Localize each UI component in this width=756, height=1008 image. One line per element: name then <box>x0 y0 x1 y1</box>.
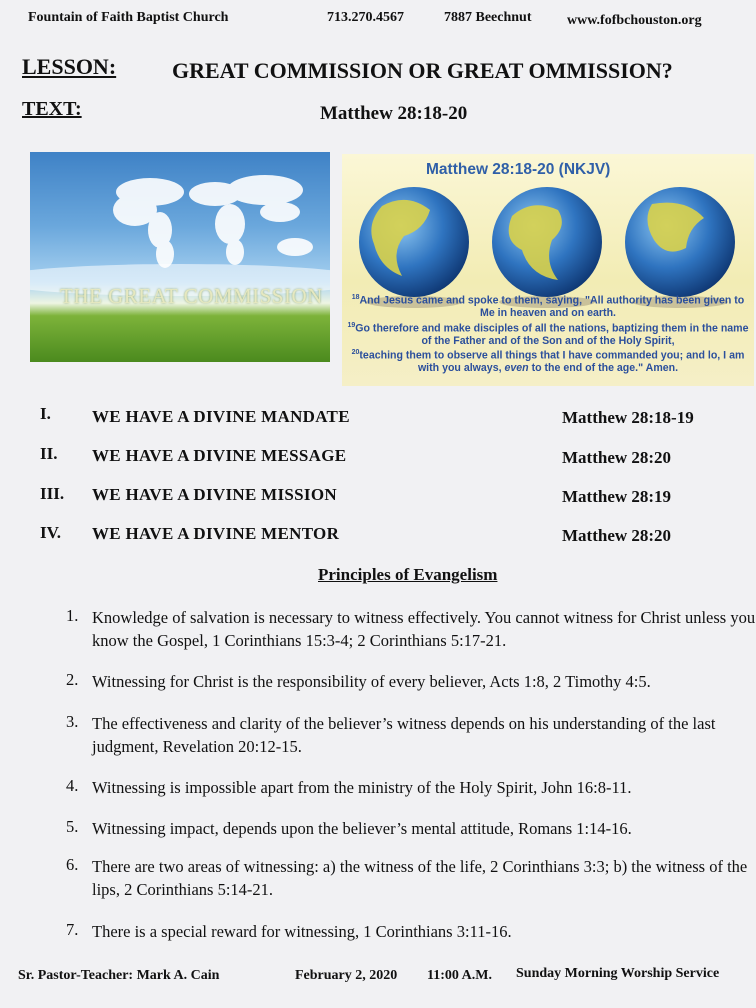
church-address: 7887 Beechnut <box>444 10 532 25</box>
principle-text: Knowledge of salvation is necessary to witness effectively. You cannot witness for Christ unless you know the Gospel, 1 Corinthians 15:3-4; 2 Corinthians 5:17-21. <box>92 608 756 650</box>
verse-20: $^{20}$teaching them to observe all things that I have commanded you; and lo, I am with you always, even to the end of the age." Amen. <box>351 349 745 375</box>
service-name: Sunday Morning Worship Service <box>516 966 720 981</box>
outline-point: WE HAVE A DIVINE MESSAGE <box>92 446 347 465</box>
principle-number: 5. <box>66 817 79 836</box>
principle-text: Witnessing for Christ is the responsibility of every believer, Acts 1:8, 2 Timothy 4:5. <box>92 672 651 691</box>
outline-reference: Matthew 28:19 <box>562 487 672 506</box>
principle-number: 6. <box>66 855 79 874</box>
principle-text: There are two areas of witnessing: a) the witness of the life, 2 Corinthians 3:3; b) the witness of the lips, 2 Corinthians 5:14-21. <box>92 857 748 899</box>
outline-reference: Matthew 28:20 <box>562 448 672 467</box>
verse-number: 20 <box>351 349 360 357</box>
text-reference: Matthew 28:18-20 <box>320 103 468 124</box>
principle-number: 2. <box>66 670 79 689</box>
principle-number: 1. <box>66 606 79 625</box>
outline-numeral: I. <box>40 404 51 423</box>
text-label: TEXT: <box>22 98 82 120</box>
church-phone: 713.270.4567 <box>327 10 404 25</box>
great-commission-caption: THE GREAT COMMISSION <box>60 284 323 308</box>
outline-reference: Matthew 28:18-19 <box>562 408 694 427</box>
great-commission-image <box>30 152 330 362</box>
outline-numeral: III. <box>40 484 65 503</box>
pastor-name: Sr. Pastor-Teacher: Mark A. Cain <box>18 968 220 983</box>
service-time: 11:00 A.M. <box>427 968 492 983</box>
principle-text: Witnessing impact, depends upon the believer’s mental attitude, Romans 1:14-16. <box>92 819 632 838</box>
principle-number: 7. <box>66 920 79 939</box>
outline-numeral: IV. <box>40 523 61 542</box>
outline-numeral: II. <box>40 444 58 463</box>
principle-text: There is a special reward for witnessing, 1 Corinthians 3:11-16. <box>92 922 512 941</box>
verse-card <box>342 154 754 386</box>
verse-18: $^{18}$And Jesus came and spoke to them, saying, "All authority has been given to Me in heaven and on earth. <box>351 294 745 320</box>
church-name: Fountain of Faith Baptist Church <box>28 10 229 25</box>
outline-point: WE HAVE A DIVINE MISSION <box>92 485 337 504</box>
principle-text: Witnessing is impossible apart from the ministry of the Holy Spirit, John 16:8-11. <box>92 778 632 797</box>
verse-number: 18 <box>351 294 360 301</box>
cloud-world-map-icon <box>30 152 330 362</box>
service-date: February 2, 2020 <box>295 968 398 983</box>
outline-point: WE HAVE A DIVINE MENTOR <box>92 524 340 543</box>
church-website: www.fofbchouston.org <box>567 13 702 28</box>
verse-card-title: Matthew 28:18-20 (NKJV) <box>426 161 611 178</box>
outline-point: WE HAVE A DIVINE MANDATE <box>92 407 350 426</box>
principle-number: 4. <box>66 776 79 795</box>
verse-19: $^{19}$Go therefore and make disciples of all the nations, baptizing them in the name of the Father and of the Son and of the Holy Spirit, <box>347 321 749 347</box>
principle-text: The effectiveness and clarity of the believer’s witness depends on his understanding of the last judgment, Revelation 20:12-15. <box>92 714 716 756</box>
verse-number: 19 <box>347 321 356 329</box>
principles-heading: Principles of Evangelism <box>318 565 498 584</box>
outline-reference: Matthew 28:20 <box>562 526 672 545</box>
lesson-label: LESSON: <box>22 54 117 79</box>
verse-text <box>346 292 750 375</box>
lesson-title: GREAT COMMISSION OR GREAT OMMISSION? <box>172 58 673 83</box>
principle-number: 3. <box>66 712 79 731</box>
